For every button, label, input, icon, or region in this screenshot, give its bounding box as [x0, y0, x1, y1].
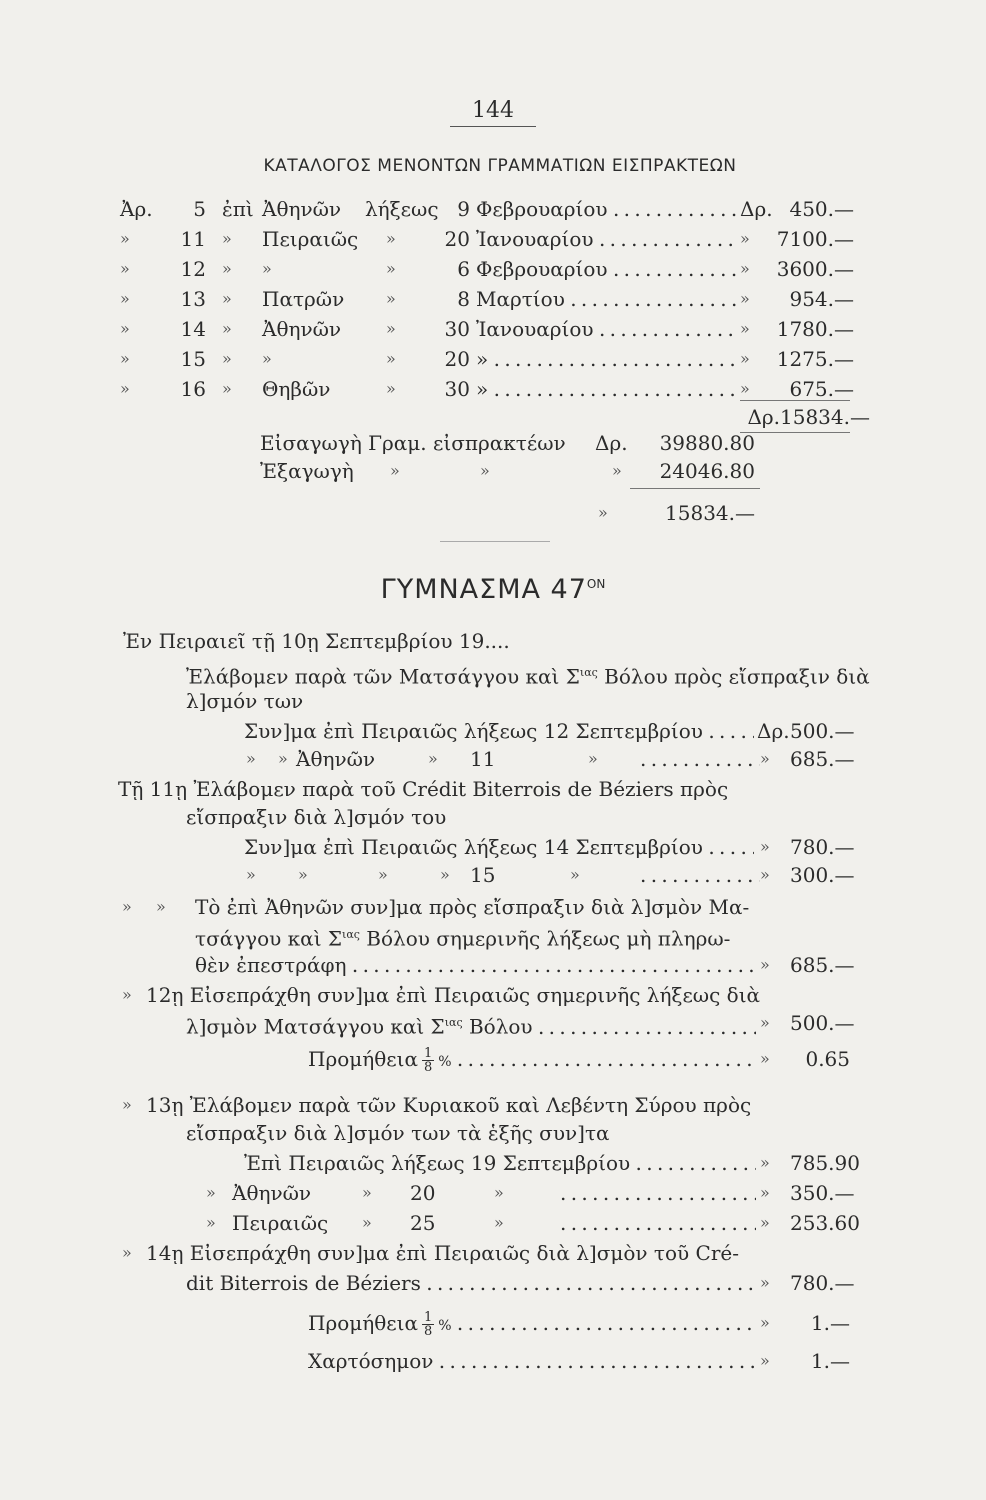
- catalog-day: 20: [444, 347, 470, 371]
- catalog-day: 30: [444, 317, 470, 341]
- paragraph-14-ditto: »: [122, 1243, 132, 1262]
- entry-2-ditto-3: »: [428, 749, 438, 768]
- catalog-epi: »: [222, 289, 232, 308]
- entry-2-ditto-4: »: [588, 749, 598, 768]
- paragraph-12-line-1: 12ῃ Εἰσεπράχθη συν]μα ἐπὶ Πειραιῶς σημερινῆς λήξεως διὰ: [146, 983, 761, 1007]
- catalog-number: 13: [180, 287, 206, 311]
- catalog-month: » . . .: [476, 346, 738, 372]
- catalog-number: 14: [180, 317, 206, 341]
- balance-amount: 15834.—: [665, 501, 755, 525]
- catalog-amount: 675.—: [789, 377, 854, 401]
- catalog-day: 6: [457, 257, 470, 281]
- entry-5-amount: 785.90: [790, 1151, 860, 1175]
- entry-7-ditto-2: »: [362, 1213, 372, 1232]
- catalog-ditto: »: [386, 289, 396, 308]
- catalog-city: Ἀθηνῶν: [262, 197, 342, 221]
- entry-1-currency: Δρ.: [757, 719, 790, 743]
- paragraph-p1-line-2-b: Βόλου σημερινῆς λήξεως μὴ πληρω-: [359, 926, 731, 951]
- entry-4-leader: [640, 862, 760, 888]
- import-label: Εἰσαγωγὴ Γραμ. εἰσπρακτέων: [260, 431, 566, 455]
- catalog-currency: »: [740, 259, 750, 278]
- catalog-currency: »: [740, 379, 750, 398]
- catalog-day: 30: [444, 377, 470, 401]
- export-amount: 24046.80: [659, 459, 755, 483]
- intro-line: [186, 660, 870, 690]
- entry-2-ditto-1: »: [246, 749, 256, 768]
- stamp-duty-amount: 1.—: [810, 1349, 850, 1373]
- entry-7-ditto-3: »: [494, 1213, 504, 1232]
- catalog-city: Πειραιῶς: [262, 227, 359, 251]
- catalog-month: » . . .: [476, 376, 738, 402]
- catalog-amount: 450.—: [789, 197, 854, 221]
- catalog-ditto: »: [386, 319, 396, 338]
- catalog-month: Φεβρουαρίου . . .: [476, 196, 738, 222]
- balance-currency: »: [598, 503, 608, 522]
- catalog-currency: »: [740, 349, 750, 368]
- entry-4-ditto-1: »: [246, 865, 256, 884]
- paragraph-11-line-1: Τῇ 11ῃ Ἐλάβομεν παρὰ τοῦ Crédit Biterrois de Béziers πρὸς: [118, 777, 729, 801]
- commission-2-amount: 1.—: [810, 1311, 850, 1335]
- entry-7-amount: 253.60: [790, 1211, 860, 1235]
- paragraph-12-line-2: [186, 1010, 756, 1040]
- catalog-currency: »: [740, 289, 750, 308]
- commission-2-currency: »: [760, 1313, 770, 1332]
- paragraph-12-line-2-b: Βόλου: [462, 1014, 533, 1039]
- export-currency: »: [612, 461, 622, 480]
- entry-4-ditto-5: »: [570, 865, 580, 884]
- paragraph-p1-currency: »: [760, 955, 770, 974]
- entry-4-currency: »: [760, 865, 770, 884]
- catalog-city: »: [262, 259, 272, 278]
- paragraph-12-line-2-a: λ]σμὸν Ματσάγγου καὶ Σ: [186, 1014, 445, 1039]
- paragraph-14-line-1: 14ῃ Εἰσεπράχθη συν]μα ἐπὶ Πειραιῶς διὰ λ]σμὸν τοῦ Cré-: [146, 1241, 739, 1265]
- catalog-prefix: »: [120, 319, 130, 338]
- catalog-number: 11: [180, 227, 206, 251]
- entry-2-city: Ἀθηνῶν: [296, 747, 376, 771]
- catalog-epi: »: [222, 349, 232, 368]
- catalog-prefix: »: [120, 379, 130, 398]
- catalog-month: Φεβρουαρίου . . .: [476, 256, 738, 282]
- total-rule-bottom: [740, 432, 850, 433]
- catalog-number: 5: [193, 197, 206, 221]
- export-ditto-2: »: [480, 461, 490, 480]
- page-number: 144: [472, 98, 514, 123]
- commission-1-denominator: 8: [423, 1060, 433, 1075]
- catalog-ditto: »: [386, 379, 396, 398]
- paragraph-p1-line-2: [195, 922, 730, 952]
- entry-4-ditto-2: »: [298, 865, 308, 884]
- paragraph-p1-sup: ιας: [342, 928, 360, 941]
- catalog-amount: 1780.—: [776, 317, 854, 341]
- catalog-month: Ἰανουαρίου . . .: [476, 226, 738, 252]
- intro-sup: ιας: [579, 666, 598, 679]
- commission-2-fraction: [422, 1311, 434, 1338]
- entry-6-ditto-3: »: [494, 1183, 504, 1202]
- catalog-prefix: »: [120, 229, 130, 248]
- entry-2-amount: 685.—: [790, 747, 855, 771]
- catalog-currency: »: [740, 229, 750, 248]
- date-line: Ἐν Πειραιεῖ τῇ 10ῃ Σεπτεμβρίου 19....: [123, 629, 510, 653]
- paragraph-p1-ditto-2: »: [156, 897, 166, 916]
- catalog-currency: »: [740, 319, 750, 338]
- catalog-amount: 954.—: [789, 287, 854, 311]
- commission-2-denominator: 8: [423, 1324, 433, 1339]
- exercise-heading-sup: ΟΝ: [586, 577, 606, 591]
- commission-2-line: [308, 1310, 756, 1339]
- entry-6-city: Ἀθηνῶν: [232, 1181, 312, 1205]
- entry-7-ditto-1: »: [206, 1213, 216, 1232]
- paragraph-12-sup: ιας: [444, 1016, 463, 1029]
- exercise-heading: [0, 574, 986, 605]
- catalog-amount: 1275.—: [776, 347, 854, 371]
- catalog-amount: 7100.—: [776, 227, 854, 251]
- paragraph-p1-amount: 685.—: [790, 953, 855, 977]
- paragraph-p1-line-1: Τὸ ἐπὶ Ἀθηνῶν συν]μα πρὸς εἴσπραξιν διὰ λ]σμὸν Μα-: [195, 895, 750, 919]
- stamp-duty-label: Χαρτόσημον . . .: [308, 1348, 756, 1374]
- entry-7-leader: [560, 1210, 756, 1236]
- total-rule-top: [740, 400, 850, 401]
- catalog-prefix: »: [120, 349, 130, 368]
- import-amount: 39880.80: [659, 431, 755, 455]
- intro-line-2: λ]σμόν των: [186, 689, 304, 713]
- exercise-heading-text: ΓΥΜΝΑΣΜΑ 47: [380, 574, 587, 605]
- entry-6-ditto-2: »: [362, 1183, 372, 1202]
- catalog-epi: »: [222, 379, 232, 398]
- entry-2-day: 11: [470, 747, 496, 771]
- commission-2-percent: %: [438, 1318, 452, 1334]
- entry-3-amount: 780.—: [790, 835, 855, 859]
- paragraph-13-line-2: εἴσπραξιν διὰ λ]σμόν των τὰ ἑξῆς συν]τα: [186, 1121, 610, 1145]
- catalog-city: Ἀθηνῶν: [262, 317, 342, 341]
- paragraph-13-ditto: »: [122, 1095, 132, 1114]
- catalog-currency: Δρ.: [740, 197, 773, 221]
- entry-4-ditto-3: »: [378, 865, 388, 884]
- paragraph-12-currency: »: [760, 1013, 770, 1032]
- entry-1-amount: 500.—: [790, 719, 855, 743]
- entry-6-leader: [560, 1180, 756, 1206]
- catalog-number: 16: [180, 377, 206, 401]
- balance-rule: [630, 488, 760, 489]
- commission-1-percent: %: [438, 1054, 452, 1070]
- catalog-ditto: »: [386, 229, 396, 248]
- export-ditto-1: »: [390, 461, 400, 480]
- paragraph-14-amount: 780.—: [790, 1271, 855, 1295]
- entry-6-currency: »: [760, 1183, 770, 1202]
- paragraph-p1-ditto-1: »: [122, 897, 132, 916]
- commission-2-numerator: 1: [423, 1310, 433, 1325]
- catalog-ditto: »: [386, 349, 396, 368]
- catalog-epi: »: [222, 229, 232, 248]
- entry-4-day: 15: [470, 863, 496, 887]
- paragraph-14-line-2: dit Biterrois de Béziers . . .: [186, 1270, 756, 1296]
- catalog-day: 8: [457, 287, 470, 311]
- catalog-month: Μαρτίου . . .: [476, 286, 738, 312]
- catalog-day: 9: [457, 197, 470, 221]
- commission-1-line: [308, 1046, 756, 1075]
- catalog-epi: ἐπὶ: [222, 197, 254, 221]
- paragraph-14-currency: »: [760, 1273, 770, 1292]
- entry-1-text: Συν]μα ἐπὶ Πειραιῶς λήξεως 12 Σεπτεμβρίου . . .: [244, 718, 754, 744]
- entry-3-currency: »: [760, 837, 770, 856]
- catalog-prefix: Ἀρ.: [120, 197, 153, 221]
- catalog-prefix: »: [120, 289, 130, 308]
- entry-5-text: Ἐπὶ Πειραιῶς λήξεως 19 Σεπτεμβρίου . . .: [244, 1150, 756, 1176]
- commission-1-currency: »: [760, 1049, 770, 1068]
- entry-2-currency: »: [760, 749, 770, 768]
- paragraph-p1-line-3: θὲν ἐπεστράφη . . .: [195, 952, 755, 978]
- catalog-month: Ἰανουαρίου . . .: [476, 316, 738, 342]
- commission-1-amount: 0.65: [805, 1047, 850, 1071]
- commission-1-numerator: 1: [423, 1046, 433, 1061]
- catalog-city: Θηβῶν: [262, 377, 331, 401]
- import-currency: Δρ.: [595, 431, 628, 455]
- entry-5-currency: »: [760, 1153, 770, 1172]
- section-rule: [440, 541, 550, 542]
- paragraph-13-line-1: 13ῃ Ἐλάβομεν παρὰ τῶν Κυριακοῦ καὶ Λεβέντη Σύρου πρὸς: [146, 1093, 752, 1117]
- catalog-city: Πατρῶν: [262, 287, 345, 311]
- paragraph-11-line-2: εἴσπραξιν διὰ λ]σμόν του: [186, 805, 447, 829]
- catalog-ditto: »: [386, 259, 396, 278]
- paragraph-12-amount: 500.—: [790, 1011, 855, 1035]
- entry-4-ditto-4: »: [440, 865, 450, 884]
- page-number-rule: [450, 126, 536, 127]
- entry-6-day: 20: [410, 1181, 436, 1205]
- entry-7-day: 25: [410, 1211, 436, 1235]
- entry-4-amount: 300.—: [790, 863, 855, 887]
- catalog-amount: 3600.—: [776, 257, 854, 281]
- catalog-number: 12: [180, 257, 206, 281]
- entry-7-city: Πειραιῶς: [232, 1211, 329, 1235]
- entry-6-ditto-1: »: [206, 1183, 216, 1202]
- entry-2-ditto-2: »: [278, 749, 288, 768]
- entry-6-amount: 350.—: [790, 1181, 855, 1205]
- entry-3-text: Συν]μα ἐπὶ Πειραιῶς λήξεως 14 Σεπτεμβρίου . . .: [244, 834, 754, 860]
- commission-1-label: Προμήθεια: [308, 1047, 418, 1071]
- commission-2-label: Προμήθεια: [308, 1311, 418, 1335]
- catalog-prefix: »: [120, 259, 130, 278]
- commission-1-fraction: [422, 1047, 434, 1074]
- intro-text-b: Βόλου πρὸς εἴσπραξιν διὰ: [597, 664, 870, 689]
- export-label: Ἐξαγωγὴ: [260, 459, 354, 483]
- stamp-duty-currency: »: [760, 1351, 770, 1370]
- catalog-lixeos: λήξεως: [365, 197, 439, 221]
- catalog-number: 15: [180, 347, 206, 371]
- catalog-total: Δρ.15834.—: [747, 405, 870, 429]
- paragraph-p1-line-2-a: τσάγγου καὶ Σ: [195, 926, 343, 951]
- entry-7-currency: »: [760, 1213, 770, 1232]
- catalog-day: 20: [444, 227, 470, 251]
- paragraph-12-ditto: »: [122, 985, 132, 1004]
- catalog-epi: »: [222, 259, 232, 278]
- catalog-title: ΚΑΤΑΛΟΓΟΣ ΜΕΝΟΝΤΩΝ ΓΡΑΜΜΑΤΙΩΝ ΕΙΣΠΡΑΚΤΕΩΝ: [263, 156, 737, 176]
- catalog-city: »: [262, 349, 272, 368]
- intro-text-a: Ἐλάβομεν παρὰ τῶν Ματσάγγου καὶ Σ: [186, 664, 580, 689]
- catalog-epi: »: [222, 319, 232, 338]
- entry-2-leader: [640, 746, 760, 772]
